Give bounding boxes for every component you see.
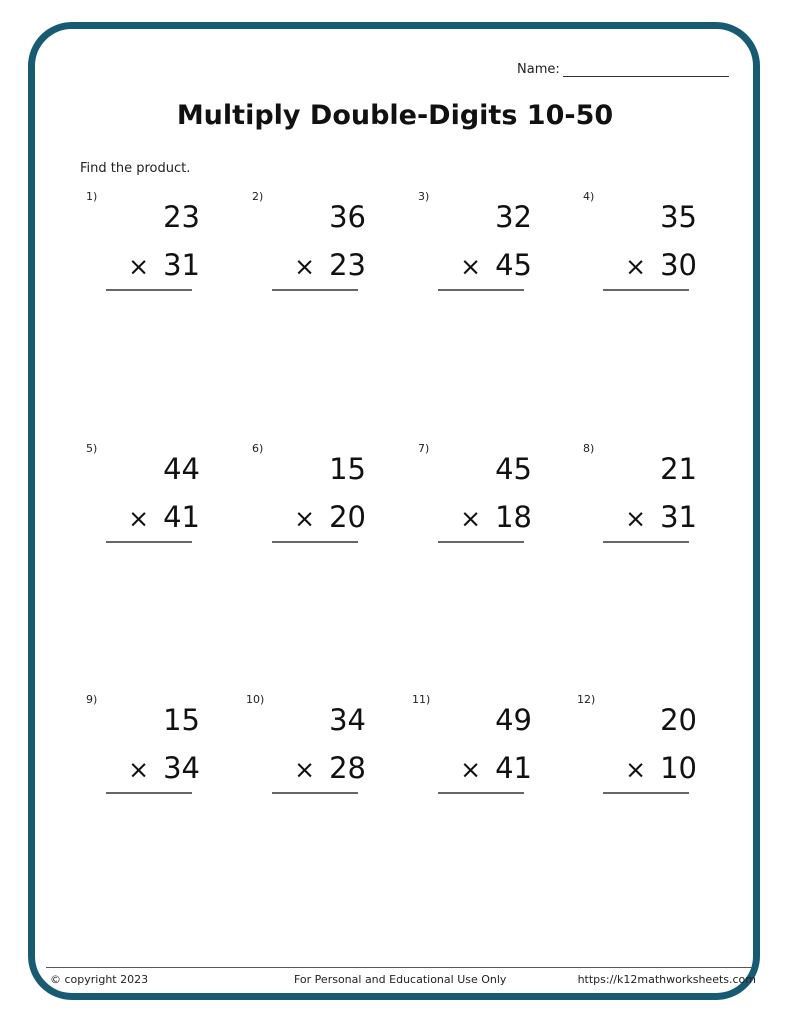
- problem-number: 8): [583, 442, 595, 455]
- name-blank-line[interactable]: [563, 64, 729, 77]
- answer-line: [272, 792, 358, 794]
- multiplier: 28: [329, 751, 366, 785]
- problem-7: [418, 442, 568, 552]
- problem-9: [86, 693, 236, 803]
- multiplier-line: [128, 500, 200, 534]
- multiplier: 31: [163, 248, 200, 282]
- multiplicand: 15: [329, 452, 366, 486]
- problem-8: [583, 442, 733, 552]
- multiplier: 30: [660, 248, 697, 282]
- answer-line: [603, 289, 689, 291]
- problem-number: 1): [86, 190, 98, 203]
- multiplier-line: [460, 751, 532, 785]
- footer-url-link[interactable]: https://k12mathworksheets.com: [577, 973, 756, 986]
- multiply-icon: ×: [294, 252, 316, 281]
- answer-line: [106, 792, 192, 794]
- multiplier: 20: [329, 500, 366, 534]
- multiply-icon: ×: [128, 252, 150, 281]
- problem-number: 10): [246, 693, 265, 706]
- multiplier-line: [625, 248, 697, 282]
- multiplier-line: [128, 248, 200, 282]
- problem-12: [577, 693, 733, 803]
- problem-2: [252, 190, 402, 300]
- problem-number: 9): [86, 693, 98, 706]
- multiply-icon: ×: [460, 252, 482, 281]
- problem-number: 11): [412, 693, 431, 706]
- multiplier-line: [460, 248, 532, 282]
- problem-11: [412, 693, 568, 803]
- multiplier-line: [625, 500, 697, 534]
- multiplier: 23: [329, 248, 366, 282]
- multiplicand: 15: [163, 703, 200, 737]
- multiply-icon: ×: [294, 504, 316, 533]
- multiplier: 18: [495, 500, 532, 534]
- name-label: Name:: [517, 62, 560, 77]
- multiplier-line: [294, 248, 366, 282]
- answer-line: [603, 792, 689, 794]
- multiplicand: 20: [660, 703, 697, 737]
- multiplicand: 34: [329, 703, 366, 737]
- problem-number: 12): [577, 693, 596, 706]
- multiplicand: 23: [163, 200, 200, 234]
- problem-10: [246, 693, 402, 803]
- multiplier-line: [294, 751, 366, 785]
- name-field[interactable]: [517, 62, 729, 77]
- multiplier: 41: [163, 500, 200, 534]
- problem-1: [86, 190, 236, 300]
- answer-line: [272, 289, 358, 291]
- multiplier: 45: [495, 248, 532, 282]
- problem-6: [252, 442, 402, 552]
- problem-number: 5): [86, 442, 98, 455]
- multiply-icon: ×: [625, 755, 647, 784]
- answer-line: [438, 792, 524, 794]
- answer-line: [106, 541, 192, 543]
- problem-3: [418, 190, 568, 300]
- multiplicand: 21: [660, 452, 697, 486]
- multiplicand: 49: [495, 703, 532, 737]
- problem-number: 4): [583, 190, 595, 203]
- answer-line: [438, 289, 524, 291]
- multiplier-line: [625, 751, 697, 785]
- multiply-icon: ×: [625, 252, 647, 281]
- multiplicand: 32: [495, 200, 532, 234]
- multiplier-line: [128, 751, 200, 785]
- multiplicand: 36: [329, 200, 366, 234]
- multiplier: 10: [660, 751, 697, 785]
- multiplier-line: [294, 500, 366, 534]
- problem-number: 2): [252, 190, 264, 203]
- multiply-icon: ×: [460, 755, 482, 784]
- multiply-icon: ×: [128, 755, 150, 784]
- multiplicand: 35: [660, 200, 697, 234]
- problem-number: 7): [418, 442, 430, 455]
- multiplier: 31: [660, 500, 697, 534]
- multiplier: 34: [163, 751, 200, 785]
- multiply-icon: ×: [625, 504, 647, 533]
- answer-line: [106, 289, 192, 291]
- footer-copyright: © copyright 2023: [50, 973, 149, 986]
- multiplicand: 45: [495, 452, 532, 486]
- problem-number: 3): [418, 190, 430, 203]
- problem-4: [583, 190, 733, 300]
- multiplier: 41: [495, 751, 532, 785]
- multiplier-line: [460, 500, 532, 534]
- footer-divider: [46, 967, 752, 968]
- problem-number: 6): [252, 442, 264, 455]
- answer-line: [438, 541, 524, 543]
- multiply-icon: ×: [128, 504, 150, 533]
- multiplicand: 44: [163, 452, 200, 486]
- answer-line: [603, 541, 689, 543]
- answer-line: [272, 541, 358, 543]
- instructions: Find the product.: [80, 161, 191, 176]
- worksheet-title: Multiply Double-Digits 10-50: [176, 100, 614, 131]
- multiply-icon: ×: [294, 755, 316, 784]
- multiply-icon: ×: [460, 504, 482, 533]
- problem-5: [86, 442, 236, 552]
- footer-notice: For Personal and Educational Use Only: [294, 973, 507, 986]
